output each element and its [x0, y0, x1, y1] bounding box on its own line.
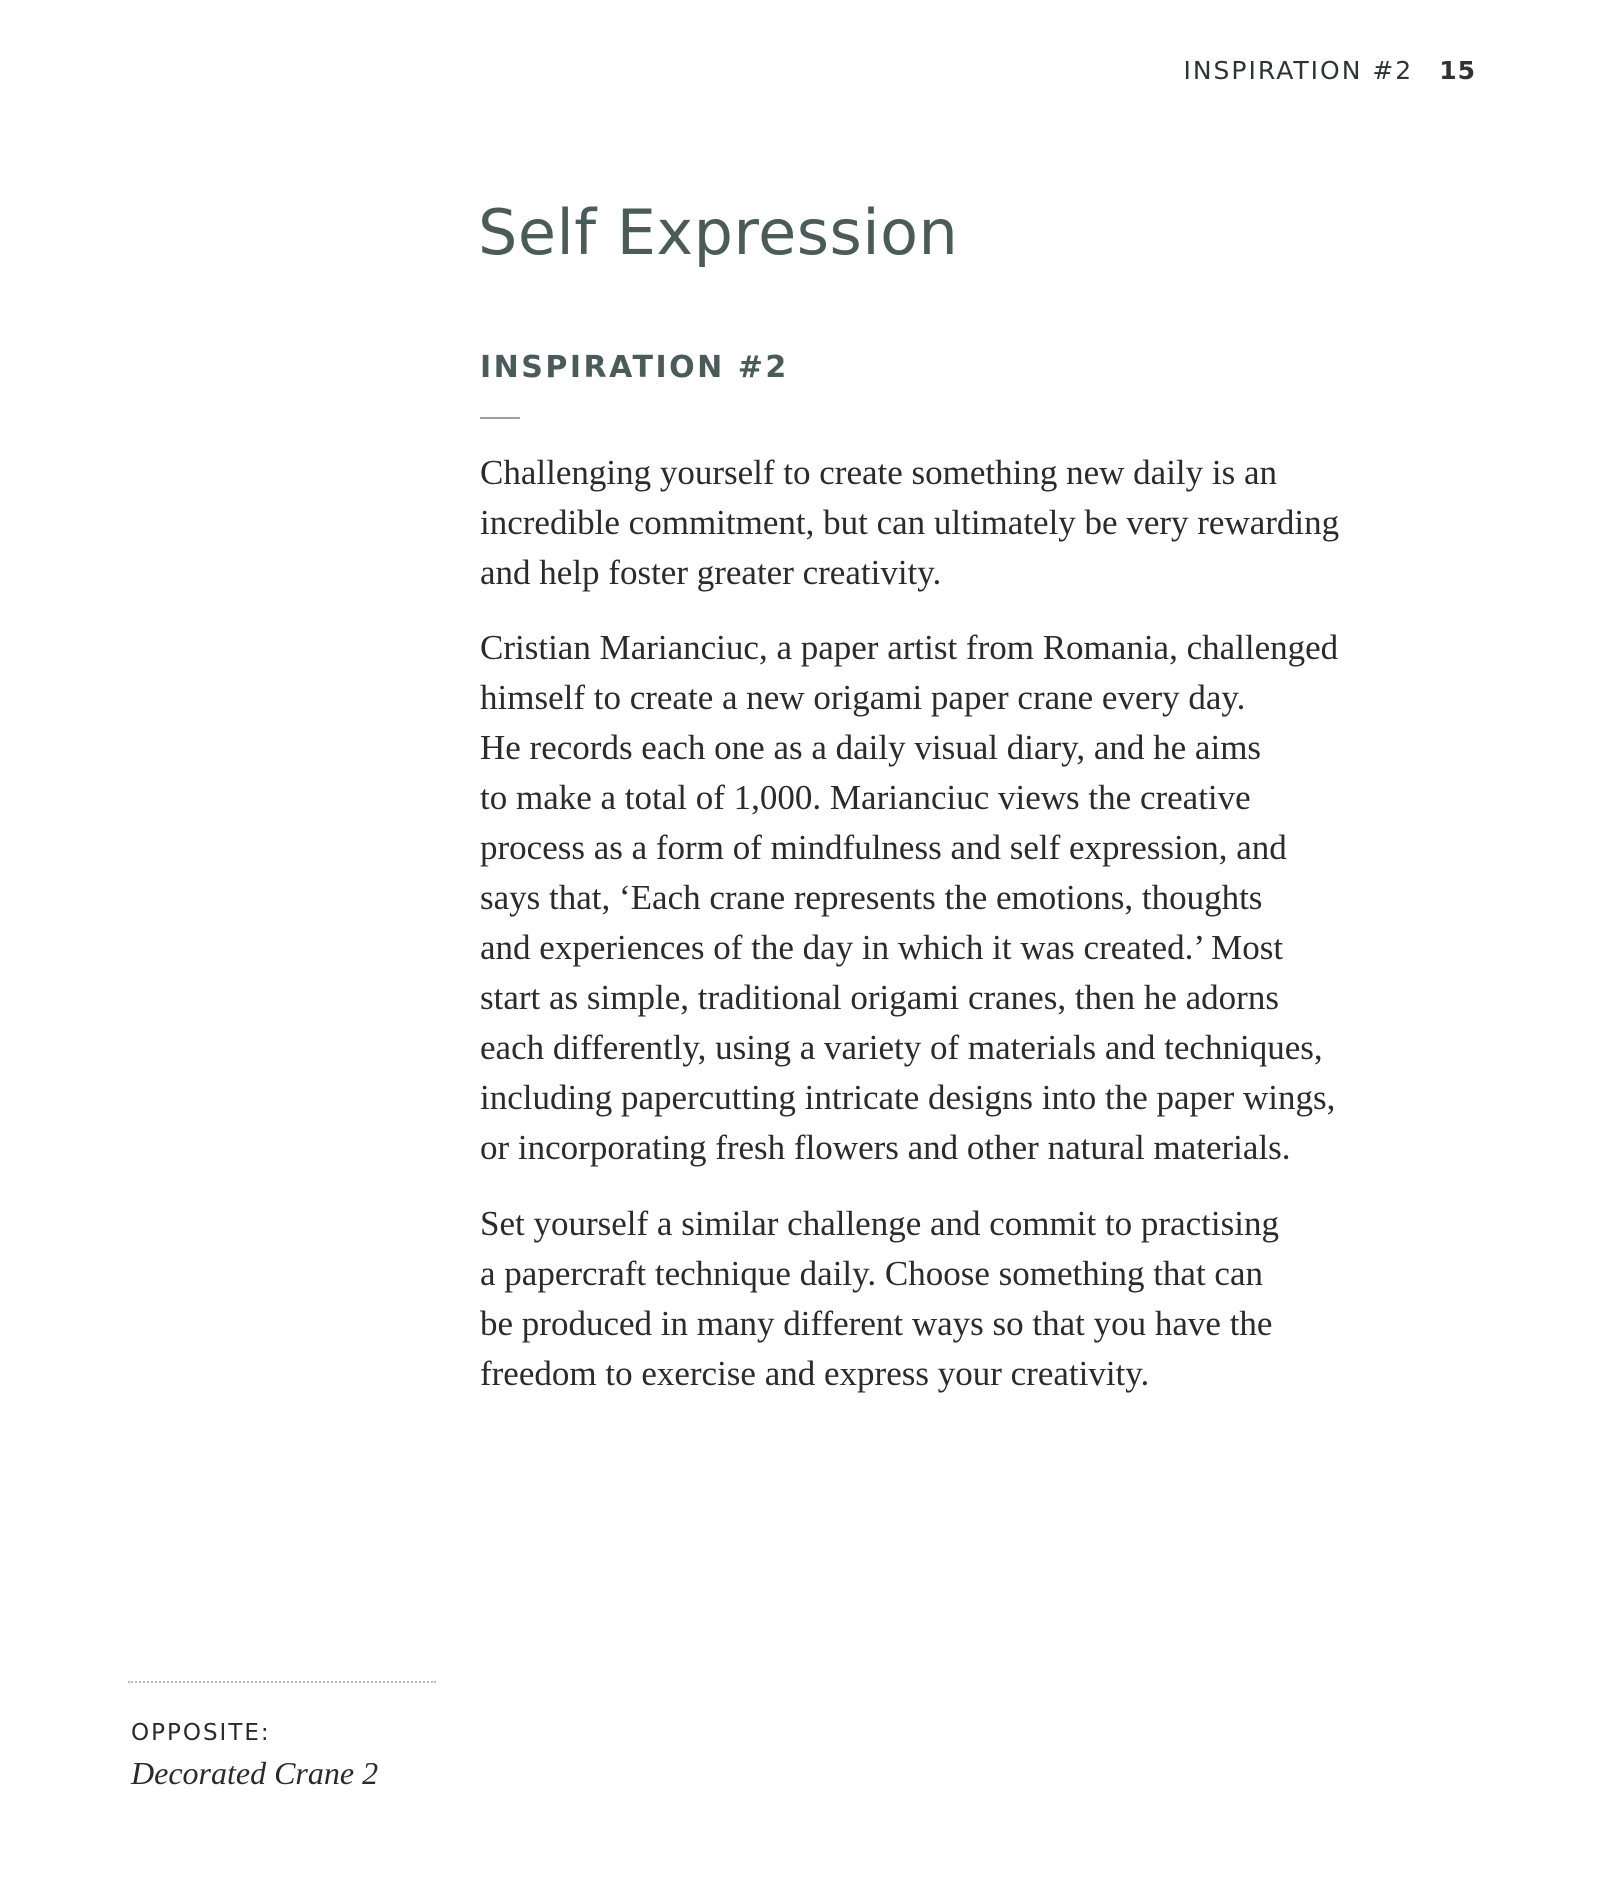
text-line: or incorporating fresh flowers and other natural materials.	[480, 1128, 1291, 1167]
divider-dash	[480, 417, 520, 419]
text-line: He records each one as a daily visual diary, and he aims	[480, 728, 1262, 767]
page-number: 15	[1439, 56, 1476, 85]
text-line: and help foster greater creativity.	[480, 553, 942, 592]
paragraph-intro	[480, 448, 1339, 598]
paragraph-challenge	[480, 1199, 1279, 1399]
text-line: to make a total of 1,000. Marianciuc views the creative	[480, 778, 1251, 817]
running-head	[1183, 56, 1476, 85]
text-line: be produced in many different ways so that you have the	[480, 1304, 1273, 1343]
section-subhead: INSPIRATION #2	[480, 350, 789, 385]
text-line: incredible commitment, but can ultimately be very rewarding	[480, 503, 1340, 542]
text-line: including papercutting intricate designs into the paper wings,	[480, 1078, 1336, 1117]
caption-divider	[128, 1681, 436, 1683]
text-line: start as simple, traditional origami cranes, then he adorns	[480, 978, 1279, 1017]
caption-title: Decorated Crane 2	[131, 1755, 379, 1791]
text-line: himself to create a new origami paper crane every day.	[480, 678, 1246, 717]
text-line: process as a form of mindfulness and self expression, and	[480, 828, 1287, 867]
text-line: Set yourself a similar challenge and commit to practising	[480, 1204, 1279, 1243]
paragraph-artist	[480, 623, 1338, 1173]
caption-label: OPPOSITE:	[131, 1720, 271, 1746]
text-line: a papercraft technique daily. Choose something that can	[480, 1254, 1264, 1293]
text-line: Cristian Marianciuc, a paper artist from Romania, challenged	[480, 628, 1339, 667]
text-line: says that, ‘Each crane represents the emotions, thoughts	[480, 878, 1263, 917]
page-title: Self Expression	[478, 196, 959, 269]
text-line: freedom to exercise and express your creativity.	[480, 1354, 1150, 1393]
text-line: each differently, using a variety of materials and techniques,	[480, 1028, 1323, 1067]
text-line: and experiences of the day in which it was created.’ Most	[480, 928, 1284, 967]
running-head-section: INSPIRATION #2	[1183, 56, 1414, 85]
text-line: Challenging yourself to create something new daily is an	[480, 453, 1278, 492]
